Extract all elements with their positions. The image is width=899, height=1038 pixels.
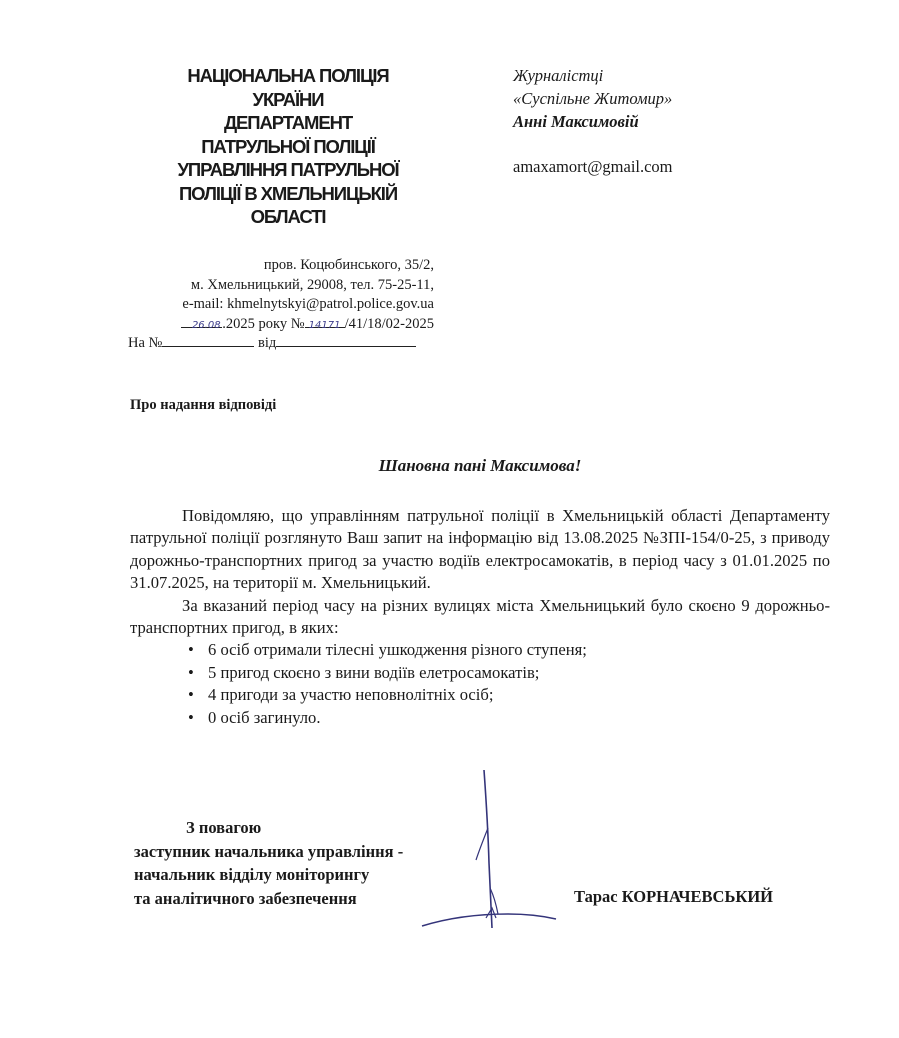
list-item: • 5 пригод скоєно з вини водіїв елетросамокатів; xyxy=(188,662,830,684)
body-paragraph: Повідомляю, що управлінням патрульної поліції в Хмельницькій області Департаменту патрульної поліції розглянуто Ваш запит на інформацію від 13.08.2025 №ЗПІ-154/0-25, з приводу дорожньо-транспортних пригод за участю водіїв електросамокатів, в період часу з 01.01.2025 по 31.07.2025, на території м. Хмельницький. xyxy=(130,506,830,593)
recipient-name: Анні Максимовій xyxy=(513,112,639,131)
org-line: ПОЛІЦІЇ В ХМЕЛЬНИЦЬКІЙ xyxy=(178,182,398,204)
org-line: ОБЛАСТІ xyxy=(250,206,326,227)
address-line: м. Хмельницький, 29008, тел. 75-25-11, xyxy=(190,276,434,293)
handwritten-date: 26.08 xyxy=(191,319,221,331)
handwritten-number: 14171 xyxy=(308,319,341,331)
statistics-list xyxy=(130,639,830,729)
signature-regards: З повагою xyxy=(186,818,262,837)
org-line: ДЕПАРТАМЕНТ xyxy=(223,112,353,133)
reference-date-label: від xyxy=(258,335,277,351)
reference-line xyxy=(128,334,434,354)
org-line: ПАТРУЛЬНОЇ ПОЛІЦІЇ xyxy=(201,135,375,157)
registration-line xyxy=(128,315,434,335)
signature-block xyxy=(134,816,403,910)
recipient-organization: «Суспільне Житомир» xyxy=(513,89,673,108)
list-item: • 6 осіб отримали тілесні ушкодження різного ступеня; xyxy=(188,639,830,661)
address-line: пров. Коцюбинського, 35/2, xyxy=(263,257,434,273)
recipient-title: Журналістці xyxy=(513,66,604,85)
list-item: • 0 осіб загинуло. xyxy=(188,707,830,729)
org-line: УКРАЇНИ xyxy=(252,88,324,110)
registration-year: .2025 року № xyxy=(222,315,305,332)
letter-greeting: Шановна пані Максимова! xyxy=(378,456,582,475)
recipient-block xyxy=(513,64,672,133)
signature-position: начальник відділу моніторингу xyxy=(134,865,370,884)
body-paragraph: За вказаний період часу на різних вулицях міста Хмельницький було скоєно 9 дорожньо-транспортних пригод, в яких: xyxy=(130,595,830,638)
list-item: • 4 пригоди за участю неповнолітніх осіб; xyxy=(188,684,830,706)
organization-address xyxy=(128,256,434,354)
registration-suffix: /41/18/02-2025 xyxy=(344,315,434,332)
reference-prefix: На № xyxy=(128,335,163,351)
letter-subject: Про надання відповіді xyxy=(130,397,277,413)
organization-header xyxy=(128,64,448,229)
letter-body xyxy=(130,505,830,729)
address-line: e-mail: khmelnytskyi@patrol.police.gov.ua xyxy=(182,296,434,312)
org-line: УПРАВЛІННЯ ПАТРУЛЬНОЇ xyxy=(177,159,399,180)
signer-name: Тарас КОРНАЧЕВСЬКИЙ xyxy=(574,887,774,906)
recipient-email: amaxamort@gmail.com xyxy=(513,157,673,176)
signature-position: заступник начальника управління - xyxy=(134,841,404,861)
handwritten-signature xyxy=(418,768,558,938)
signature-position: та аналітичного забезпечення xyxy=(134,888,357,908)
org-line: НАЦІОНАЛЬНА ПОЛІЦІЯ xyxy=(187,65,389,86)
